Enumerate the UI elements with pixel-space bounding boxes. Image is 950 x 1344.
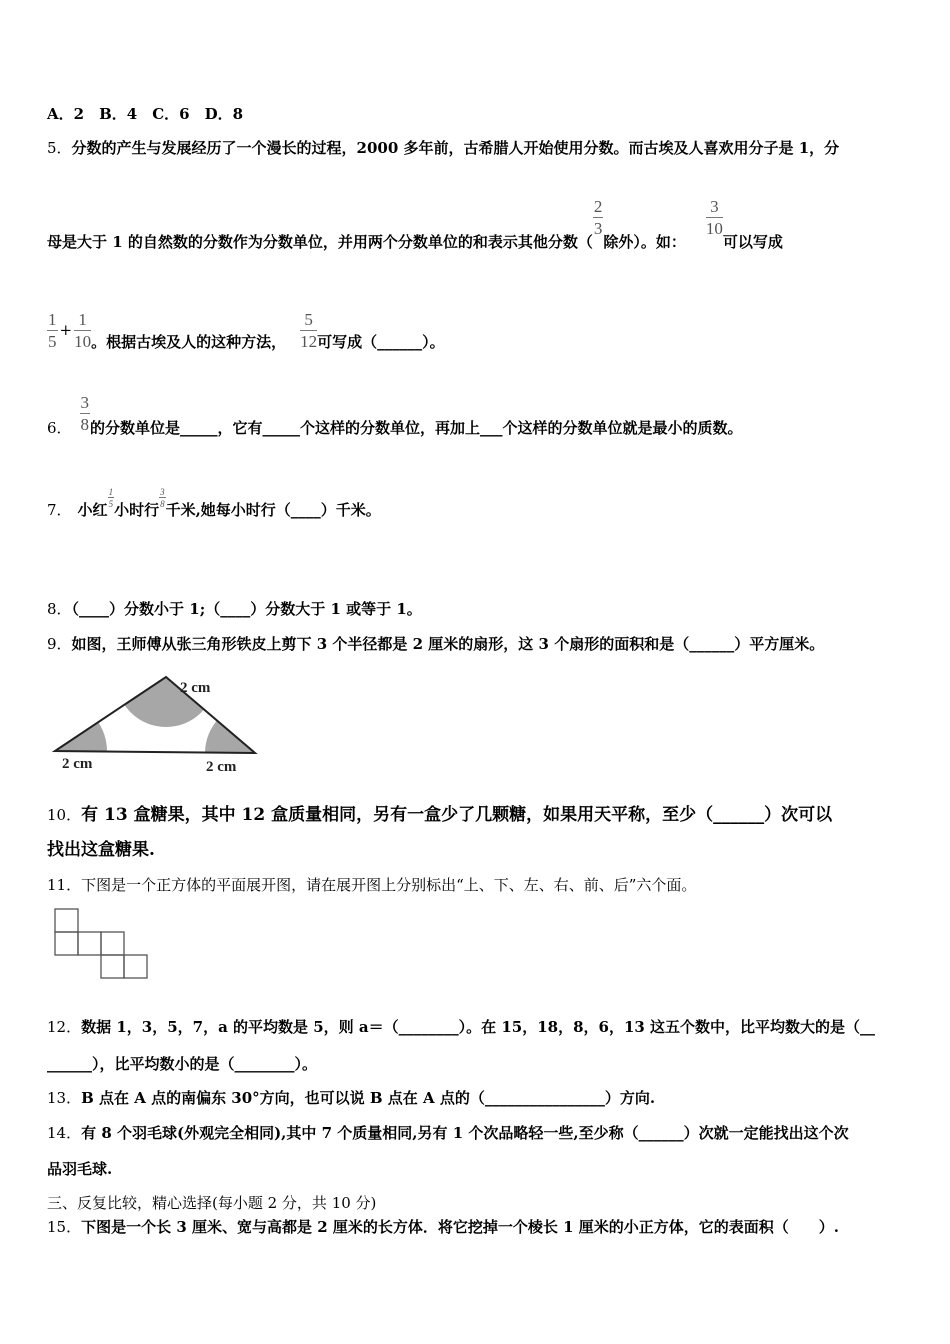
q13-line [47,1087,655,1108]
net-square [101,932,124,955]
label-top: 2 cm [180,680,211,696]
denominator: 8 [160,498,165,509]
label-left: 2 cm [62,756,93,772]
q15-text: 下图是一个长 3 厘米、宽与高都是 2 厘米的长方体．将它挖掉一个棱长 1 厘米的小正方体，它的表面积（ ）. [81,1218,839,1236]
section-3-heading [47,1192,376,1213]
q9-text: 如图，王师傅从张三角形铁皮上剪下 3 个半径都是 2 厘米的扇形，这 3 个扇形的面积和是（______）平方厘米。 [71,635,825,653]
q11-number: 11． [47,876,82,894]
denominator: 5 [48,332,57,351]
q9-line [47,633,824,654]
q5-fraction-5-12 [300,311,317,350]
q9-triangle-figure [50,672,260,776]
q10-line2 [47,835,155,860]
q6-number: 6． [47,418,72,437]
q7-text-b: 小时行 [114,501,160,519]
numerator: 3 [160,486,165,497]
denominator: 10 [74,332,92,351]
numerator: 1 [74,311,91,331]
q11-cube-net-figure [52,908,152,982]
numerator: 1 [48,310,57,329]
q12-text2: ______），比平均数小的是（________）。 [47,1055,318,1073]
q7-line [47,486,381,519]
net-square [78,932,101,955]
q8-line [47,598,422,619]
q5-text3a: 。根据古埃及人的这种方法， [91,332,287,351]
q5-fraction-1-10 [74,311,91,350]
denominator: 12 [300,332,318,351]
q10-text2: 找出这盒糖果. [47,840,155,860]
q5-text2c: 可以写成 [722,232,783,251]
q5-fraction-2-3 [593,198,604,237]
label-right: 2 cm [206,759,237,775]
numerator: 2 [593,197,603,216]
q15-number: 15． [47,1218,82,1236]
q11-text: 下图是一个正方体的平面展开图，请在展开图上分别标出“上、下、左、右、前、后”六个面。 [81,876,697,894]
q15-line [47,1216,839,1237]
q5-line1 [47,137,839,158]
numerator: 3 [706,198,723,218]
net-square [101,955,124,978]
q13-text: B 点在 A 点的南偏东 30°方向，也可以说 B 点在 A 点的（________________）方向. [81,1089,656,1107]
net-square [55,932,78,955]
q14-line1 [47,1122,849,1143]
net-square [55,909,78,932]
numerator: 5 [300,311,317,331]
q13-number: 13． [47,1089,82,1107]
denominator: 5 [108,498,114,509]
q5-line3 [47,311,445,350]
q9-number: 9． [47,635,72,653]
denominator: 10 [705,219,723,238]
q5-number: 5． [47,139,72,157]
q7-text-c: 千米,她每小时行（____）千米。 [165,501,381,519]
q12-line1 [47,1016,875,1037]
q14-text1: 有 8 个羽毛球(外观完全相同),其中 7 个质量相同,另有 1 个次品略轻一些,至少称（______）次就一定能找出这个次 [81,1124,849,1142]
q14-text2: 品羽毛球. [47,1160,113,1178]
denominator: 3 [593,219,603,238]
q5-plus: + [59,320,73,339]
numerator: 1 [108,486,114,497]
q12-number: 12． [47,1018,82,1036]
q12-line2 [47,1053,317,1074]
q14-line2 [47,1158,112,1179]
q5-text2b: 除外）。如： [603,232,686,251]
options-text: A．2 B．4 C．6 D．8 [47,105,244,123]
q6-text: 的分数单位是_____，它有_____个这样的分数单位，再加上___个这样的分数单位就是最小的质数。 [90,418,743,437]
q7-number: 7． [47,501,72,519]
q12-text1: 数据 1，3，5，7，a 的平均数是 5，则 a＝（________）。在 15，18，8，6，13 这五个数中，比平均数大的是（__ [81,1018,876,1036]
q6-fraction-3-8 [80,394,91,433]
q7-text-a: 小红 [77,501,108,519]
q5-line2 [47,197,783,251]
q10-number: 10． [47,806,82,824]
q8-number: 8． [47,600,72,618]
section-3-title: 三、反复比较，精心选择(每小题 2 分，共 10 分) [47,1194,377,1212]
q5-text2a: 母是大于 1 的自然数的分数作为分数单位，并用两个分数单位的和表示其他分数（ [47,232,593,251]
q7-fraction-3-8 [159,488,166,509]
q10-text1: 有 13 盒糖果，其中 12 盒质量相同，另有一盒少了几颗糖，如果用天平称，至少（______）次可以 [81,805,833,825]
numerator: 3 [80,393,90,412]
net-square [124,955,147,978]
q5-text3b: 可写成（______）。 [317,332,445,351]
denominator: 8 [80,415,90,434]
q8-text: （____）分数小于 1;（____）分数大于 1 或等于 1。 [71,600,422,618]
q11-line [47,874,696,895]
options-line [47,103,243,124]
q14-number: 14． [47,1124,82,1142]
q5-fraction-3-10 [706,198,723,237]
q5-text1: 分数的产生与发展经历了一个漫长的过程，2000 多年前，古希腊人开始使用分数。而古埃及人喜欢用分子是 1，分 [71,139,840,157]
q5-fraction-1-5 [47,311,58,350]
q6-line [47,393,743,437]
q10-line1 [47,800,832,825]
